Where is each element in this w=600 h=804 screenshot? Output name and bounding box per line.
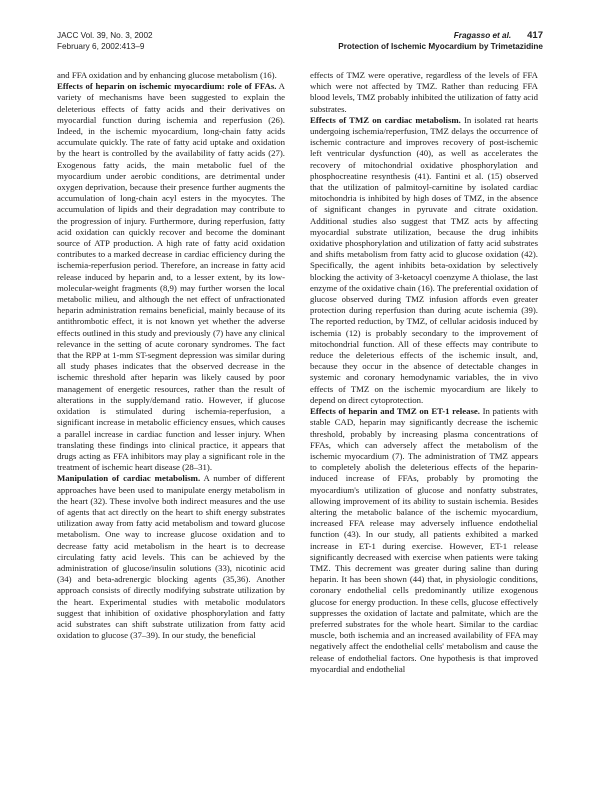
left-column (57, 70, 285, 641)
page-number: 417 (527, 30, 543, 41)
journal-date-pages: February 6, 2002:413–9 (57, 42, 145, 51)
paragraph (57, 70, 285, 81)
paragraph (310, 406, 538, 675)
paragraph-text: A variety of mechanisms have been suggested to explain the deleterious effects of fatty acids and their derivatives on myocardial function during ischemia and reperfusion (26). Indeed, in the ischemic myocardium, long-chain fatty acids accumulate quickly. The rate of fatty acid uptake and oxidation by the heart is controlled by the availability of fatty acids (27). Exogenous fatty acids, the main metabolic fuel of the myocardium under aerobic conditions, are detrimental under oxygen deprivation, because their presence further augments the accumulation of long-chain acyl esters in the myocytes. The accumulation of lipids and their degradation may contribute to the progression of injury. Furthermore, during reperfusion, fatty acid oxidation can quickly recover and become the dominant source of ATP production. A high rate of fatty acid oxidation contributes to a marked decrease in cardiac efficiency during the ischemia-reperfusion period. Therefore, an increase in fatty acid release induced by heparin and, to a lesser extent, by its low-molecular-weight fragments (8,9) may further worsen the local metabolic milieu, and although the net effect of unfractionated heparin administration remains beneficial, mainly because of its antithrombotic effect, it is not known yet whether the adverse effects outlined in this study and previously (7) have any clinical relevance in the setting of acute coronary syndromes. The fact that the RPP at 1-mm ST-segment depression was similar during all study phases indicates that the observed decrease in the ischemic threshold after heparin was likely caused by poor management of energetic resources, rather than the result of alterations in the supply/demand ratio. However, if glucose oxidation is stimulated during ischemia-reperfusion, a significant increase in metabolic efficiency ensues, which causes a parallel increase in cardiac function and lesser injury. When translating these findings into clinical practice, it appears that drugs acting as FFA inhibitors may play a significant role in the treatment of ischemic heart disease (28–31). (57, 81, 286, 473)
running-header (57, 30, 543, 56)
paragraph-text: In patients with stable CAD, heparin may significantly decrease the ischemic threshold, probably by increasing plasma concentrations of FFAs, which can adversely affect the metabolism of the ischemic myocardium (7). The administration of TMZ appears to completely abolish the deleterious effects of the heparin-induced increase of FFAs, probably by promoting the myocardium's utilization of glucose and nonfatty substrates, allowing improvement of its ability to sustain ischemia. Besides altering the metabolic balance of the ischemic myocardium, increased FFA release may adversely influence endothelial function (43). In our study, all patients exhibited a marked increase in ET-1 during exercise. However, ET-1 release significantly decreased with exercise when patients were taking TMZ. This decrement was greater during saline than during heparin. It has been shown (44) that, in physiologic conditions, coronary endothelial cells predominantly utilize exogenous glucose for energy production. In these cells, glucose effectively suppresses the oxidation of lactate and palmitate, which are the preferred substrates for the whole heart. Similar to the cardiac muscle, both ischemia and an increased availability of FFA may negatively affect the endothelial cells' metabolism and cause the release of endothelial factors. One hypothesis is that improved myocardial and endothelial (310, 406, 538, 674)
paragraph (57, 473, 285, 641)
paragraph (57, 81, 285, 473)
paragraph-heading: Manipulation of cardiac metabolism. (57, 473, 201, 484)
paragraph-heading: Effects of heparin on ischemic myocardium: role of FFAs. (57, 81, 277, 92)
paragraph-text: A number of different approaches have been used to manipulate energy metabolism in the heart (32). These involve both indirect measures and the use of agents that act directly on the heart to shift energy substrates utilization away from fatty acid metabolism and toward glucose metabolism. One way to increase glucose oxidation and to decrease fatty acid metabolism in the heart is to decrease circulating fatty acid levels. This can be achieved by the administration of glucose/insulin solutions (33), nicotinic acid (34) and beta-adrenergic blocking agents (35,36). Another approach consists of directly modifying substrate utilization by the heart. Experimental studies with metabolic modulators suggest that inhibition of oxidative phosphorylation and fatty acid substrates can shift substrate utilization from fatty acid oxidation to glucose (37–39). In our study, the beneficial (57, 473, 285, 641)
paragraph-heading: Effects of TMZ on cardiac metabolism. (310, 114, 461, 125)
paragraph-text: effects of TMZ were operative, regardless of the levels of FFA which were not affected by TMZ. Rather than reducing FFA blood levels, TMZ probably inhibited the utilization of fatty acid substrates. (310, 70, 538, 114)
paragraph-text: In isolated rat hearts undergoing ischemia/reperfusion, TMZ delays the occurrence of ischemic contracture and improves recovery of post-ischemic left ventricular dysfunction (40), as well as accelerates the recovery of mitochondrial oxidative phosphorylation and phosphocreatine resynthesis (41). Fantini et al. (15) observed that the utilization of palmitoyl-carnitine by isolated cardiac mitochondria is inhibited by high doses of TMZ, in the absence of significant changes in pyruvate and citrate oxidation. Additional studies also suggest that TMZ acts by affecting myocardial substrate utilization, because the drug inhibits oxidative phosphorylation and utilization of fatty acid substrates and shifts metabolism from fatty acid to glucose oxidation (42). Specifically, the agent inhibits beta-oxidation by selectively blocking the activity of 3-ketoacyl coenzyme A thiolase, the last enzyme of the oxidative chain (16). The preferential oxidation of glucose observed during TMZ infusion affords even greater protection during reperfusion than during acute ischemia (39). The reported reduction, by TMZ, of cellular acidosis induced by ischemia (12) is probably secondary to the improvement of mitochondrial function. All of these effects may contribute to reduce the deleterious effects of the ischemic insult, and, because they occur in the absence of detectable changes in systemic and coronary hemodynamic variables, the in vivo effects of TMZ on the ischemic myocardium are likely to depend on direct cytoprotection. (310, 114, 538, 405)
paragraph-text: and FFA oxidation and by enhancing glucose metabolism (16). (57, 70, 277, 80)
paragraph (310, 115, 538, 406)
article-info (338, 30, 543, 52)
running-authors: Fragasso et al. (453, 31, 512, 40)
paragraph-heading: Effects of heparin and TMZ on ET-1 release. (310, 406, 480, 417)
right-column (310, 70, 538, 675)
running-title: Protection of Ischemic Myocardium by Trimetazidine (338, 42, 543, 51)
journal-info (57, 30, 153, 52)
journal-citation: JACC Vol. 39, No. 3, 2002 (57, 31, 153, 40)
paragraph (310, 70, 538, 115)
